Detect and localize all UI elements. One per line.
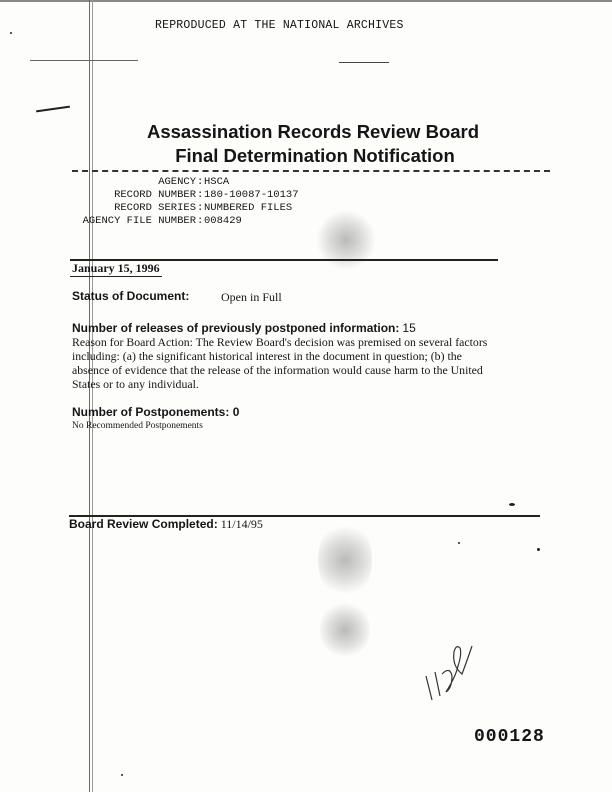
board-action-reason — [72, 335, 562, 391]
document-date: January 15, 1996 — [72, 261, 160, 275]
postponements-note: No Recommended Postponements — [72, 421, 203, 431]
reason-line: including: (a) the significant historical interest in the document in question; (b) the — [72, 349, 462, 363]
record-series-value: NUMBERED FILES — [204, 202, 293, 214]
releases-label: Number of releases of previously postponed information: — [72, 321, 400, 335]
record-colons: : : : : — [197, 176, 204, 227]
record-series-label: RECORD SERIES — [114, 202, 196, 214]
scan-speck — [10, 32, 12, 34]
status-value: Open in Full — [221, 290, 282, 304]
record-values — [204, 176, 299, 228]
title-divider — [72, 170, 550, 172]
reason-line: States or to any individual. — [72, 377, 199, 391]
releases-heading — [72, 321, 416, 336]
scan-speck — [458, 542, 460, 544]
scan-noise — [318, 520, 372, 600]
record-number-label: RECORD NUMBER — [114, 189, 196, 201]
board-title: Assassination Records Review Board — [146, 121, 480, 142]
binder-line — [92, 0, 93, 792]
reason-line: Reason for Board Action: The Review Board's decision was premised on several factors — [72, 335, 488, 349]
scan-speck — [537, 548, 540, 551]
board-review-completed — [69, 517, 263, 532]
scan-speck — [121, 774, 123, 776]
scan-noise — [316, 210, 376, 270]
document-number: 000128 — [474, 727, 545, 747]
agency-file-number-value: 008429 — [204, 215, 242, 227]
binder-line — [89, 0, 90, 792]
postponements-heading — [72, 405, 239, 419]
postponements-label: Number of Postponements: — [72, 405, 230, 419]
releases-count: 15 — [402, 321, 416, 335]
postponements-count: 0 — [232, 405, 240, 419]
scan-mark — [30, 60, 138, 61]
record-number-value: 180-10087-10137 — [204, 189, 299, 201]
archives-stamp: REPRODUCED AT THE NATIONAL ARCHIVES — [155, 19, 404, 32]
agency-label: AGENCY — [158, 176, 196, 188]
board-review-label: Board Review Completed: — [69, 517, 218, 531]
handwritten-mark — [422, 636, 482, 706]
notification-title: Final Determination Notification — [175, 145, 455, 166]
status-label: Status of Document: — [72, 289, 190, 303]
record-labels — [83, 176, 196, 228]
date-underline — [70, 276, 162, 277]
reason-line: absence of evidence that the release of the information would cause harm to the United — [72, 363, 483, 377]
scan-mark — [339, 62, 389, 63]
scan-speck — [509, 503, 515, 506]
agency-file-number-label: AGENCY FILE NUMBER — [82, 215, 196, 227]
agency-value: HSCA — [204, 176, 230, 188]
scan-mark — [36, 106, 70, 113]
scan-noise — [320, 600, 370, 660]
board-review-date: 11/14/95 — [220, 517, 263, 531]
